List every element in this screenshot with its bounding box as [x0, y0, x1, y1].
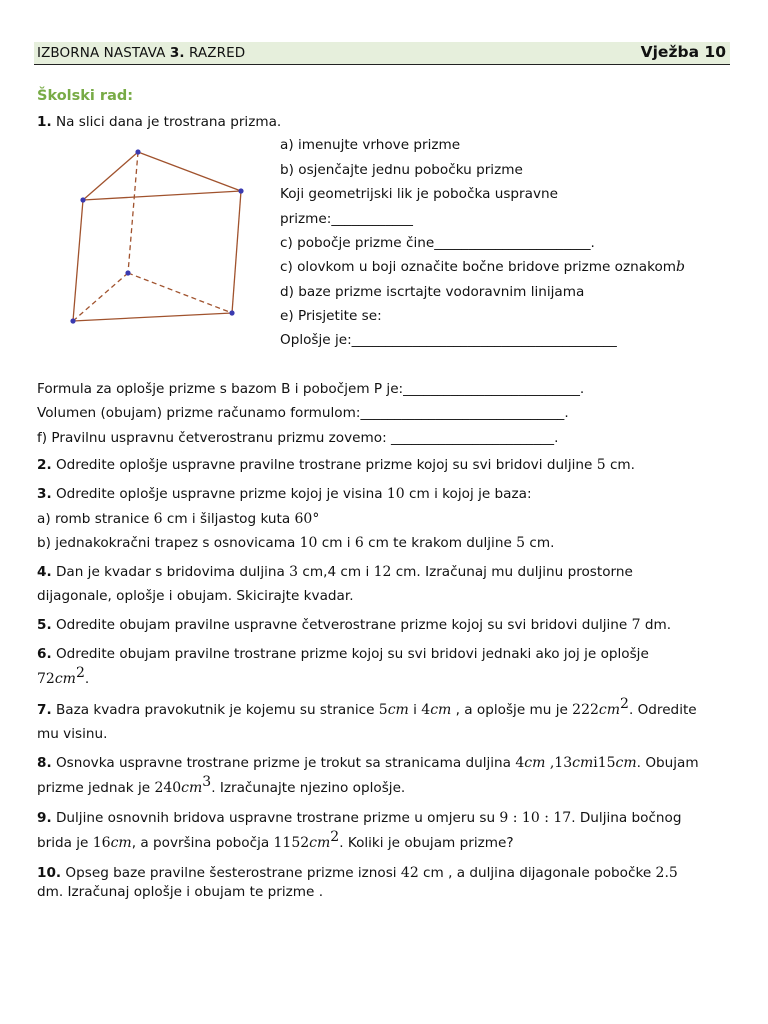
prism-edge-side-left [73, 200, 83, 321]
task-1-e: e) Prisjetite se: [280, 308, 382, 324]
task-6: 6. Odredite obujam pravilne trostrane prizme kojoj su svi bridovi jednaki ako joj je oplošje [37, 646, 649, 662]
task-2: 2. Odredite oplošje uspravne pravilne trostrane prizme kojoj su svi bridovi duljine 5 cm. [37, 457, 635, 473]
formula-surface: Formula za oplošje prizme s bazom B i pobočjem P je:__________________________. [37, 381, 585, 397]
prism-vertex [238, 188, 243, 193]
task-1-question-line2: prizme:____________ [280, 211, 413, 227]
prism-edge-hidden-bottom-right [128, 273, 232, 313]
task-3-a: a) romb stranice 6 cm i šiljastog kuta 60° [37, 511, 320, 527]
prism-edge-bottom-front [73, 313, 232, 321]
task-8: 8. Osnovka uspravne trostrane prizme je trokut sa stranicama duljina 4cm ,13cmi15cm. Obujam [37, 755, 699, 771]
task-6-line2: $72cm^2$. [37, 665, 90, 687]
task-7-line2: mu visinu. [37, 726, 108, 742]
page-header [34, 42, 730, 65]
task-9: 9. Duljine osnovnih bridova uspravne trostrane prizme u omjeru su 9 : 10 : 17. Duljina bočnog [37, 810, 682, 826]
prism-vertex [70, 318, 75, 323]
task-1-b: b) osjenčajte jednu pobočku prizme [280, 162, 523, 178]
task-10-line2: dm. Izračunaj oplošje i obujam te prizme . [37, 884, 324, 900]
task-1-question-line1: Koji geometrijski lik je pobočka uspravne [280, 186, 558, 202]
task-1-c2: c) olovkom u boji označite bočne bridove prizme oznakomb [280, 259, 685, 275]
section-title: Školski rad: [37, 88, 134, 104]
prism-edge-side-right [232, 191, 241, 313]
task-1-c1: c) pobočje prizme čine_______________________. [280, 235, 595, 251]
task-8-line2: prizme jednak je $240cm^3$. Izračunajte njezino oplošje. [37, 774, 406, 796]
prism-vertex [125, 270, 130, 275]
header-course: IZBORNA NASTAVA 3. RAZRED [37, 45, 246, 61]
prism-vertex [135, 149, 140, 154]
prism-edge-top-front [83, 191, 241, 200]
task-9-line2: brida je 16cm, a površina pobočja $1152cm^2$. Koliki je obujam prizme? [37, 829, 514, 851]
task-7: 7. Baza kvadra pravokutnik je kojemu su stranice 5cm i 4cm , a oplošje mu je $222cm^2$. Odredite [37, 696, 697, 718]
prism-vertex [229, 310, 234, 315]
task-10: 10. Opseg baze pravilne šesterostrane prizme iznosi 42 cm , a duljina dijagonale pobočke 2.5 [37, 865, 678, 881]
task-1-d: d) baze prizme iscrtajte vodoravnim linijama [280, 284, 585, 300]
prism-edge-hidden-side [128, 152, 138, 273]
header-exercise-title: Vježba 10 [640, 43, 726, 61]
prism-vertex [80, 197, 85, 202]
formula-volume: Volumen (obujam) prizme računamo formulom:______________________________. [37, 405, 569, 421]
task-3: 3. Odredite oplošje uspravne prizme kojoj je visina 10 cm i kojoj je baza: [37, 486, 532, 502]
triangular-prism-figure [60, 142, 260, 332]
task-4-line2: dijagonale, oplošje i obujam. Skicirajte kvadar. [37, 588, 354, 604]
task-1-oplosje: Oplošje je:_______________________________________ [280, 332, 617, 348]
prism-edge-top-back [138, 152, 241, 191]
task-5: 5. Odredite obujam pravilne uspravne četverostrane prizme kojoj su svi bridovi duljine 7 dm. [37, 617, 672, 633]
formula-f: f) Pravilnu uspravnu četverostranu prizmu zovemo: ________________________. [37, 430, 559, 446]
task-1-intro: 1. Na slici dana je trostrana prizma. [37, 114, 282, 130]
prism-edge-top-left [83, 152, 138, 200]
task-4: 4. Dan je kvadar s bridovima duljina 3 cm,4 cm i 12 cm. Izračunaj mu duljinu prostorne [37, 564, 633, 580]
prism-edge-hidden-bottom-left [73, 273, 128, 321]
task-3-b: b) jednakokračni trapez s osnovicama 10 cm i 6 cm te krakom duljine 5 cm. [37, 535, 555, 551]
task-1-a: a) imenujte vrhove prizme [280, 137, 461, 153]
